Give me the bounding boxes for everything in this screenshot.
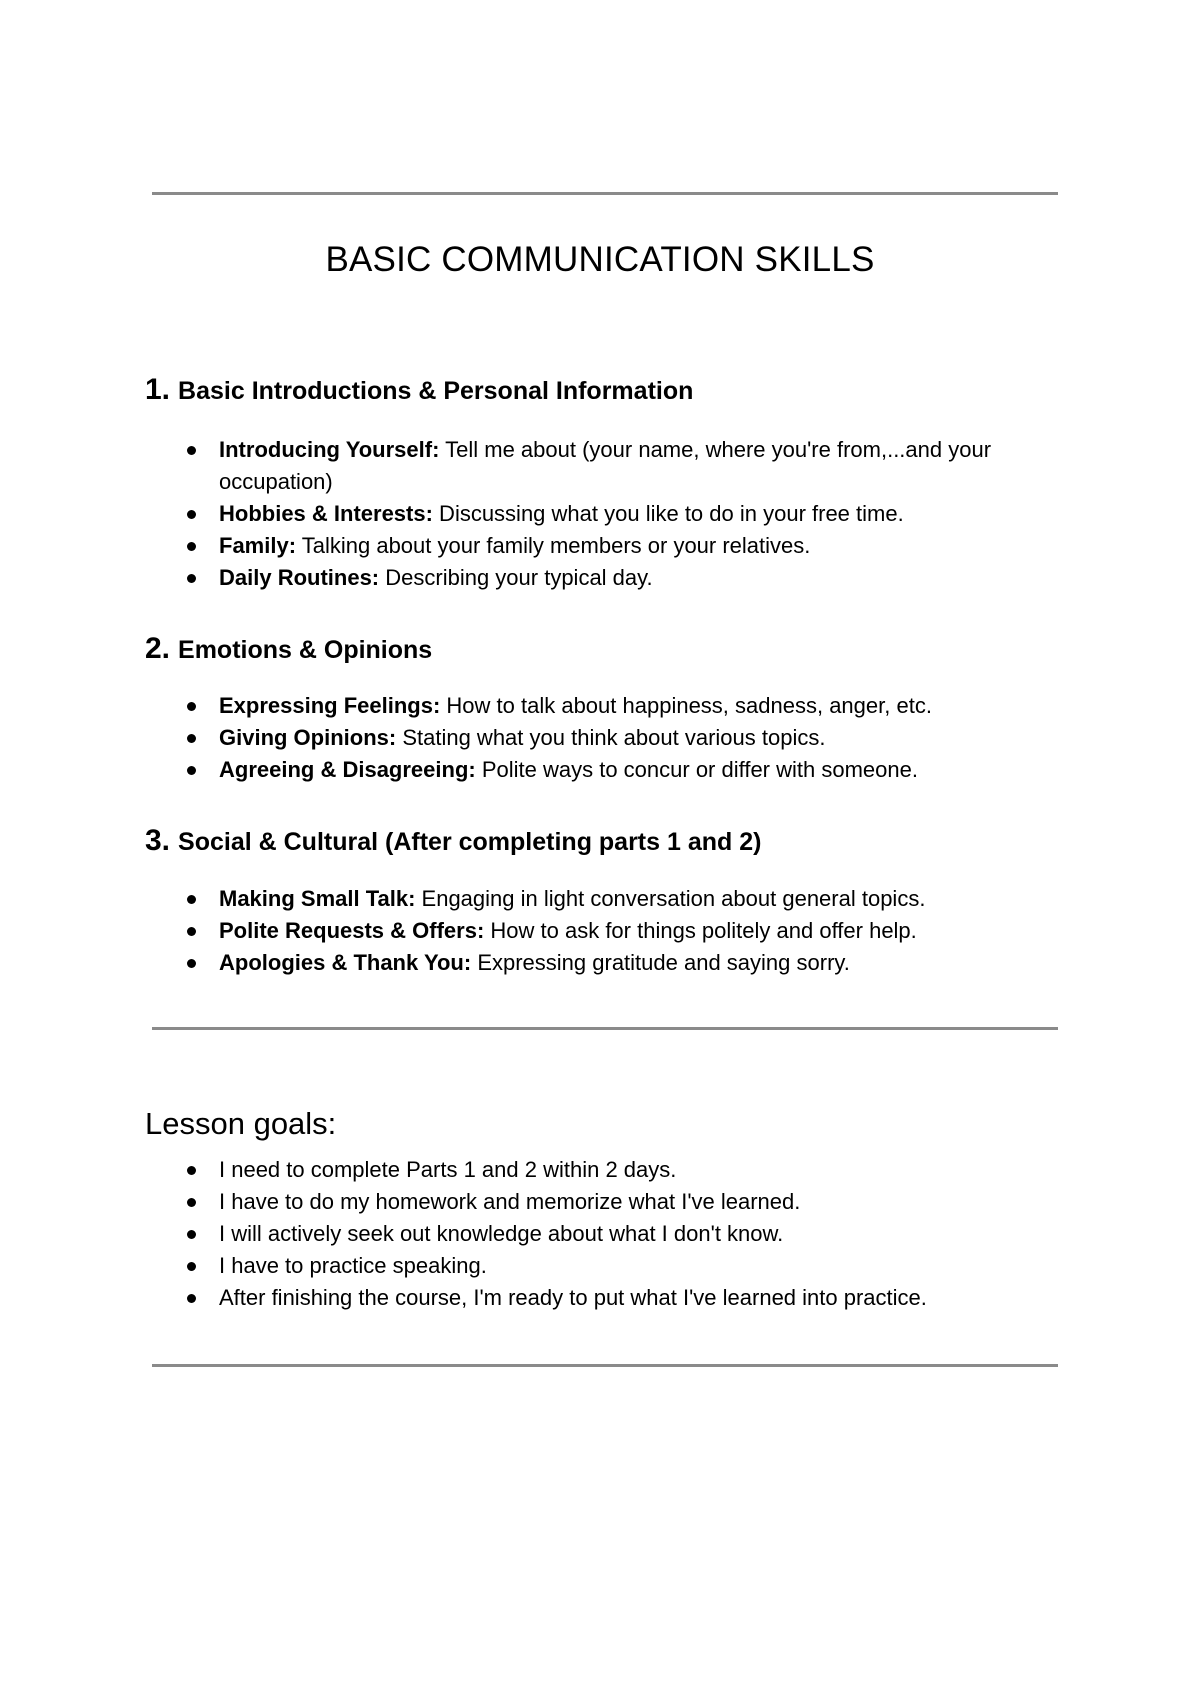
item-text: Discussing what you like to do in your free time. bbox=[432, 501, 904, 526]
bullet-icon bbox=[187, 702, 196, 711]
item-term: Introducing Yourself: bbox=[219, 437, 440, 462]
section-social-cultural bbox=[145, 824, 1075, 979]
item-text: How to talk about happiness, sadness, anger, etc. bbox=[440, 693, 932, 718]
list-item bbox=[145, 915, 1075, 947]
lesson-goals bbox=[145, 1104, 1075, 1314]
goals-heading: Lesson goals: bbox=[145, 1106, 337, 1141]
section-title: Basic Introductions & Personal Information bbox=[178, 377, 694, 405]
item-text: Expressing gratitude and saying sorry. bbox=[471, 950, 850, 975]
horizontal-rule-middle bbox=[152, 1027, 1058, 1030]
section-number: 3. bbox=[145, 824, 171, 857]
bullet-icon bbox=[187, 895, 196, 904]
list-item bbox=[145, 562, 1075, 594]
list-item bbox=[145, 722, 1075, 754]
item-term: Daily Routines: bbox=[219, 565, 380, 590]
item-term: Apologies & Thank You: bbox=[219, 950, 472, 975]
section-heading bbox=[145, 632, 1075, 667]
bullet-icon bbox=[187, 574, 196, 583]
bullet-icon bbox=[187, 927, 196, 936]
item-term: Agreeing & Disagreeing: bbox=[219, 757, 476, 782]
section-number: 1. bbox=[145, 373, 171, 406]
bullet-list bbox=[145, 690, 1075, 786]
item-text: Talking about your family members or your relatives. bbox=[296, 533, 811, 558]
bullet-icon bbox=[187, 446, 196, 455]
item-text: Tell me about (your name, where you're from,...and your occupation) bbox=[219, 437, 992, 494]
list-item bbox=[145, 498, 1075, 530]
section-title: Emotions & Opinions bbox=[178, 636, 433, 664]
list-item bbox=[145, 947, 1075, 979]
list-item bbox=[145, 1250, 1075, 1282]
goal-text: I will actively seek out knowledge about what I don't know. bbox=[219, 1221, 784, 1246]
bullet-icon bbox=[187, 766, 196, 775]
goal-text: I have to practice speaking. bbox=[219, 1253, 487, 1278]
bullet-icon bbox=[187, 1198, 196, 1207]
section-heading bbox=[145, 824, 1075, 859]
bullet-icon bbox=[187, 1230, 196, 1239]
bullet-icon bbox=[187, 1262, 196, 1271]
list-item bbox=[145, 1218, 1075, 1250]
bullet-icon bbox=[187, 959, 196, 968]
bullet-list bbox=[145, 434, 1075, 594]
list-item bbox=[145, 690, 1075, 722]
item-term: Polite Requests & Offers: bbox=[219, 918, 485, 943]
bullet-icon bbox=[187, 734, 196, 743]
bullet-list bbox=[145, 883, 1075, 979]
section-title: Social & Cultural (After completing parts 1 and 2) bbox=[178, 828, 762, 856]
item-term: Family: bbox=[219, 533, 297, 558]
item-text: How to ask for things politely and offer help. bbox=[484, 918, 917, 943]
item-text: Describing your typical day. bbox=[379, 565, 653, 590]
item-text: Stating what you think about various topics. bbox=[396, 725, 826, 750]
horizontal-rule-bottom bbox=[152, 1364, 1058, 1367]
item-term: Expressing Feelings: bbox=[219, 693, 441, 718]
section-number: 2. bbox=[145, 632, 171, 665]
item-text: Engaging in light conversation about general topics. bbox=[415, 886, 926, 911]
bullet-icon bbox=[187, 1166, 196, 1175]
horizontal-rule-top bbox=[152, 192, 1058, 195]
bullet-icon bbox=[187, 510, 196, 519]
goal-text: I need to complete Parts 1 and 2 within 2 days. bbox=[219, 1157, 677, 1182]
goal-text: I have to do my homework and memorize what I've learned. bbox=[219, 1189, 801, 1214]
page-title: BASIC COMMUNICATION SKILLS bbox=[325, 240, 875, 279]
list-item bbox=[145, 434, 1075, 498]
item-term: Making Small Talk: bbox=[219, 886, 416, 911]
list-item bbox=[145, 1282, 1075, 1314]
list-item bbox=[145, 1186, 1075, 1218]
list-item bbox=[145, 754, 1075, 786]
item-term: Hobbies & Interests: bbox=[219, 501, 433, 526]
list-item bbox=[145, 883, 1075, 915]
goal-text: After finishing the course, I'm ready to put what I've learned into practice. bbox=[219, 1285, 927, 1310]
section-heading bbox=[145, 373, 1075, 408]
section-basic-introductions bbox=[145, 373, 1075, 594]
section-emotions-opinions bbox=[145, 632, 1075, 786]
list-item bbox=[145, 530, 1075, 562]
bullet-icon bbox=[187, 542, 196, 551]
item-term: Giving Opinions: bbox=[219, 725, 397, 750]
list-item bbox=[145, 1154, 1075, 1186]
goals-list bbox=[145, 1154, 1075, 1314]
item-text: Polite ways to concur or differ with someone. bbox=[475, 757, 918, 782]
bullet-icon bbox=[187, 1294, 196, 1303]
